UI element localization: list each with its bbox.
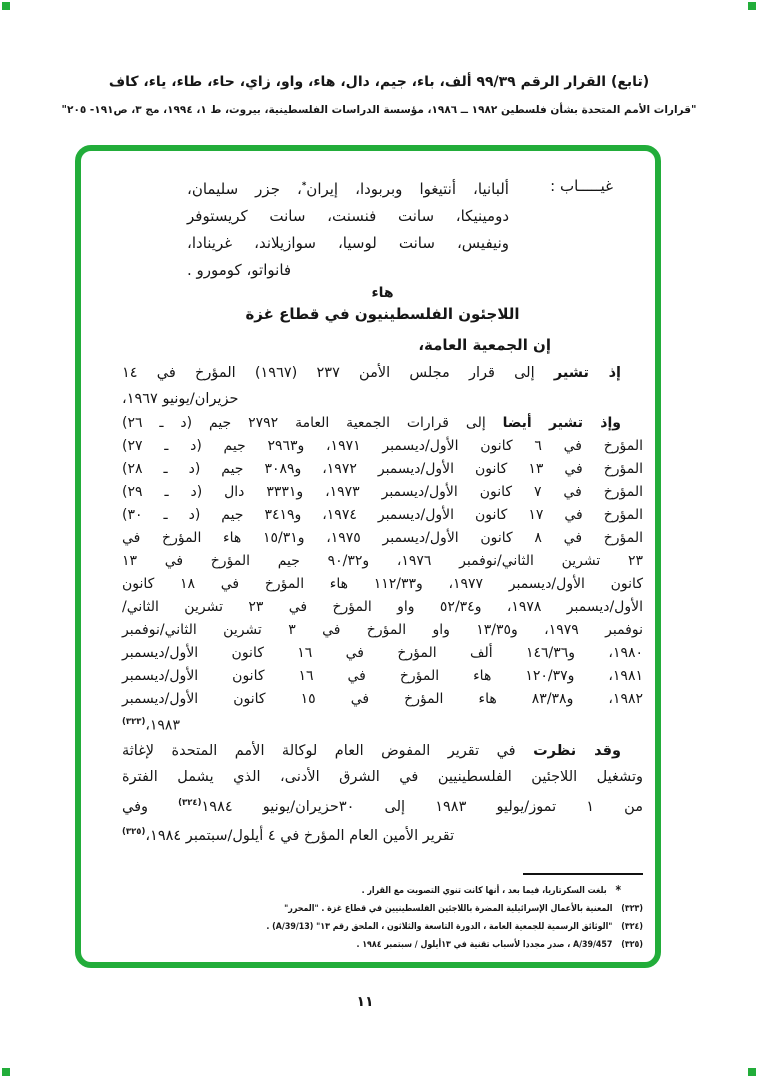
footnote-ref: (٣٢٤) — [178, 797, 202, 808]
footnote-marker: * — [615, 883, 621, 898]
footnote — [185, 900, 643, 918]
text-line — [122, 481, 643, 504]
text-line — [122, 458, 643, 481]
footnote-ref: (٣٢٥) — [122, 827, 146, 838]
text-segment: وفي — [122, 798, 179, 815]
text-segment: المؤرخ في ٨ كانون الأول/ديسمبر ١٩٧٥، و١٥/٣١ هاء المؤرخ في — [122, 530, 643, 546]
footnote-marker: (٣٢٣) — [621, 903, 643, 914]
text-segment: إلى قرار مجلس الأمن ٢٣٧ (١٩٦٧) المؤرخ في ١٤ — [122, 365, 554, 381]
text-line — [187, 173, 509, 203]
footnote-text: "الوثائق الرسمية للجمعية العامة ، الدورة التاسعة والثلاثون ، الملحق رقم ١٣" (A/39/13) . — [266, 921, 613, 932]
text-segment: وإذ تشير أيضا — [502, 415, 621, 431]
text-segment: ، جزر سليمان، — [187, 180, 302, 198]
footnote-text: المعنية بالأعمال الإسرائيلية المضرة باللاجئين الفلسطينيين في قطاع غزة . "المحرر" — [284, 903, 613, 914]
corner-mark — [748, 1068, 756, 1076]
text-segment: المؤرخ في ١٧ كانون الأول/ديسمبر ١٩٧٤، و٣٤١٩ جيم (د ـ ٣٠) — [122, 507, 643, 523]
paragraph-recalling-also — [122, 412, 643, 738]
text-line — [122, 738, 643, 764]
text-line — [122, 573, 643, 596]
text-segment: من ١ تموز/يوليو ١٩٨٣ إلى ٣٠حزيران/يونيو ١٩٨٤ — [201, 798, 643, 815]
corner-mark — [748, 2, 756, 10]
text-line — [122, 504, 643, 527]
text-segment: كانون الأول/ديسمبر ١٩٧٧، و١١٢/٣٣ هاء المؤرخ في ١٨ كانون — [122, 576, 643, 592]
text-line — [187, 257, 509, 284]
absent-block — [122, 173, 613, 284]
text-segment: إلى قرارات الجمعية العامة ٢٧٩٢ جيم (د ـ ٢٦) — [122, 415, 503, 431]
section-letter: هاء — [371, 285, 394, 301]
text-line — [122, 360, 643, 386]
text-segment: فانواتو، كومورو . — [187, 261, 292, 279]
text-segment: حزيران/يونيو ١٩٦٧، — [122, 391, 239, 407]
text-segment: الأول/ديسمبر ١٩٧٨، و٥٢/٣٤ واو المؤرخ في ٢٣ تشرين الثاني/ — [122, 599, 643, 615]
paragraph-having-considered — [122, 738, 643, 850]
text-line — [122, 386, 643, 412]
text-line — [122, 412, 643, 435]
absent-label: غيـــــاب : — [550, 177, 613, 195]
document-title: اللاجئون الفلسطينيون في قطاع غزة — [245, 305, 520, 323]
footnote — [185, 881, 643, 900]
text-line — [122, 527, 643, 550]
text-segment: ١٩٨١، و١٢٠/٣٧ هاء المؤرخ في ١٦ كانون الأول/ديسمبر — [122, 668, 643, 684]
corner-mark — [2, 2, 10, 10]
text-segment: وقد نظرت — [533, 742, 621, 759]
content-frame — [75, 145, 661, 968]
text-line — [122, 819, 643, 849]
text-segment: ١٩٨٣، — [145, 717, 180, 734]
text-segment: المؤرخ في ٦ كانون الأول/ديسمبر ١٩٧١، و٢٩٦٣ جيم (د ـ ٢٧) — [122, 438, 643, 454]
text-segment: دومينيكا، سانت فنسنت، سانت كريستوفر — [187, 207, 509, 225]
preamble-heading: إن الجمعية العامة، — [418, 336, 551, 354]
text-segment: في تقرير المفوض العام لوكالة الأمم المتحدة لإغاثة — [122, 742, 534, 759]
text-line — [122, 619, 643, 642]
text-segment: المؤرخ في ١٣ كانون الأول/ديسمبر ١٩٧٢، و٣٠٨٩ جيم (د ـ ٢٨) — [122, 461, 643, 477]
text-segment: تقرير الأمين العام المؤرخ في ٤ أيلول/سبتمبر ١٩٨٤، — [145, 828, 455, 845]
footnote-marker: (٣٢٥) — [621, 939, 643, 950]
text-line — [122, 711, 643, 738]
text-segment: وتشغيل اللاجئين الفلسطينيين في الشرق الأدنى، الذي يشمل الفترة — [122, 768, 643, 785]
text-segment: ألبانيا، أنتيغوا وبربودا، إيران — [306, 180, 509, 198]
absent-country-list — [187, 173, 509, 284]
footnote-ref: (٣٢٣) — [122, 717, 146, 727]
text-line — [122, 665, 643, 688]
text-segment: إذ تشير — [553, 365, 621, 381]
footnote — [185, 918, 643, 936]
footnote-ref: * — [301, 181, 307, 191]
text-line — [122, 642, 643, 665]
text-segment: ونيفيس، سانت لوسيا، سوازيلاند، غرينادا، — [187, 234, 509, 252]
text-segment: نوفمبر ١٩٧٩، و١٣/٣٥ واو المؤرخ في ٣ تشرين الثاني/نوفمبر — [122, 622, 643, 638]
page-header-citation-line: "قرارات الأمم المتحدة بشأن فلسطين ١٩٨٢ ــ ١٩٨٦، مؤسسة الدراسات الفلسطينية، بيروت، ط ١، ١٩٩٤، مج ٣، ص١٩١- ٢٠٥" — [61, 104, 697, 116]
paragraph-recalling — [122, 360, 643, 412]
text-segment: ١٩٨٠، و١٤٦/٣٦ ألف المؤرخ في ١٦ كانون الأول/ديسمبر — [122, 645, 644, 661]
footnote-marker: (٣٢٤) — [621, 921, 643, 932]
footnote-text: بلغت السكرتاريا، فيما بعد ، أنها كانت تنوي التصويت مع القرار . — [361, 885, 607, 896]
corner-mark — [2, 1068, 10, 1076]
text-line — [187, 230, 509, 257]
text-segment: ١٩٨٢، و٨٣/٣٨ هاء المؤرخ في ١٥ كانون الأول/ديسمبر — [122, 691, 643, 707]
footnote-text: A/39/457 ، صدر مجددا لأسباب تقنية في ١٣أيلول / سبتمبر ١٩٨٤ . — [356, 939, 613, 950]
footnote — [185, 936, 643, 954]
text-segment: ٢٣ تشرين الثاني/نوفمبر ١٩٧٦، و٩٠/٣٢ جيم المؤرخ في ١٣ — [122, 553, 643, 569]
text-line — [187, 203, 509, 230]
text-line — [122, 764, 643, 790]
footnotes-block — [122, 873, 643, 954]
text-line — [122, 435, 643, 458]
footnote-separator — [523, 873, 643, 875]
page-number: ١١ — [356, 994, 374, 1010]
page-header-resolution-line: (تابع) القرار الرقم ٩٩/٣٩ ألف، باء، جيم، دال، هاء، واو، زاي، حاء، طاء، ياء، كاف — [108, 74, 650, 90]
text-line — [122, 790, 643, 820]
footnote-rows — [122, 881, 643, 954]
text-segment: المؤرخ في ٧ كانون الأول/ديسمبر ١٩٧٣، و٣٣٣١ دال (د ـ ٢٩) — [122, 484, 643, 500]
text-line — [122, 550, 643, 573]
text-line — [122, 596, 643, 619]
text-line — [122, 688, 643, 711]
